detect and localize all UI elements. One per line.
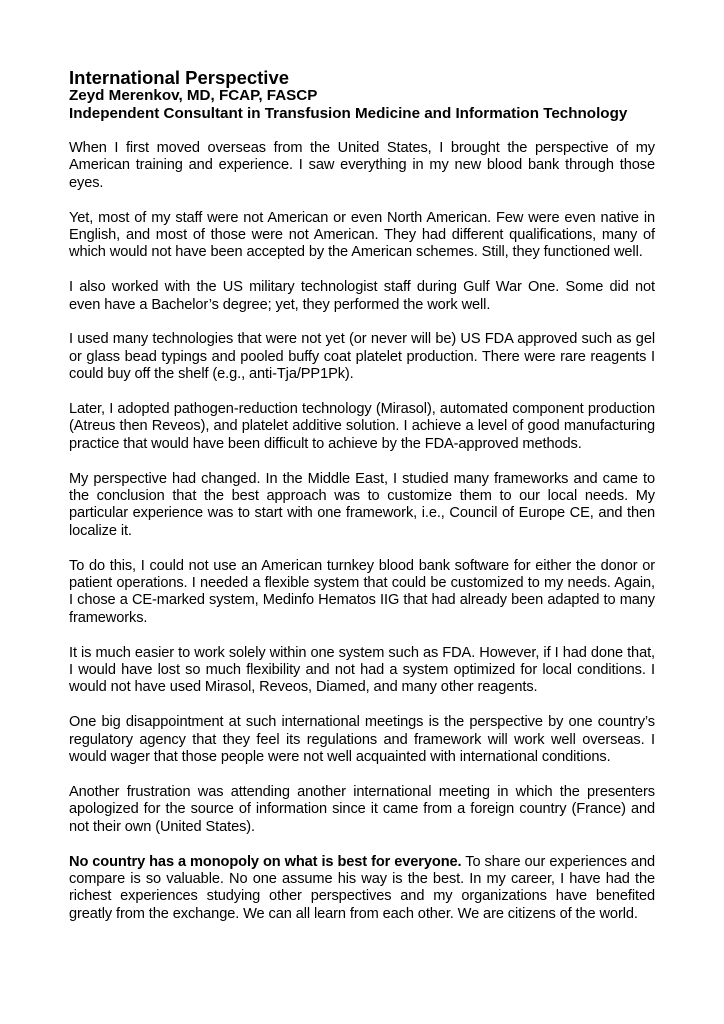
paragraph [69,645,655,697]
paragraph-text: Another frustration was attending another international meeting in which the presenters apologized for the source of information since it came from a foreign country (France) and not their own (United States). [69,783,655,835]
author-line: Zeyd Merenkov, MD, FCAP, FASCP [69,87,318,104]
paragraph [69,210,655,262]
paragraph-text: It is much easier to work solely within one system such as FDA. However, if I had done that, I would have lost so much flexibility and not had a system optimized for local conditions. I would not have used Mirasol, Reveos, Diamed, and many other reagents. [69,644,655,696]
paragraph [69,714,655,766]
paragraph [69,784,655,836]
paragraph [69,331,655,383]
paragraph-text: Yet, most of my staff were not American or even North American. Few were even native in English, and most of those were not American. They had different qualifications, many of which would not have been accepted by the American schemes. Still, they functioned well. [69,209,655,261]
paragraph [69,140,655,192]
paragraph-text: When I first moved overseas from the United States, I brought the perspective of my American training and experience. I saw everything in my new blood bank through those eyes. [69,140,655,191]
document-title: International Perspective [69,67,290,88]
affiliation-line: Independent Consultant in Transfusion Medicine and Information Technology [69,105,628,122]
paragraph-text: To share our experiences and compare is so valuable. No one assume his way is the best. In my career, I have had the richest experiences studying other perspectives and my organizations have benefited greatly from the exchange. We can all learn from each other. We are citizens of the world. [69,853,655,922]
document-page [69,68,655,941]
paragraph-lead: No country has a monopoly on what is best for everyone. [69,853,462,870]
paragraph-text: To do this, I could not use an American turnkey blood bank software for either the donor or patient operations. I needed a flexible system that could be customized to my needs. Again, I chose a CE-marked system, Medinfo Hematos IIG that had already been adapted to many frameworks. [69,557,655,626]
paragraph [69,401,655,453]
paragraph [69,471,655,541]
paragraph-text: My perspective had changed. In the Middle East, I studied many frameworks and came to the conclusion that the best approach was to customize them to our local needs. My particular experience was to start with one framework, i.e., Council of Europe CE, and then localize it. [69,470,655,539]
paragraph-text: I also worked with the US military technologist staff during Gulf War One. Some did not even have a Bachelor’s degree; yet, they performed the work well. [69,279,655,313]
paragraph-text: I used many technologies that were not yet (or never will be) US FDA approved such as gel or glass bead typings and pooled buffy coat platelet production. There were rare reagents I could buy off the shelf (e.g., anti-Tja/PP1Pk). [69,331,655,383]
paragraph-text: One big disappointment at such international meetings is the perspective by one country’s regulatory agency that they feel its regulations and framework will work well overseas. I would wager that those people were not well acquainted with international conditions. [69,714,655,766]
document-header [69,68,655,123]
document-body [69,140,655,923]
paragraph-text: Later, I adopted pathogen-reduction technology (Mirasol), automated component production (Atreus then Reveos), and platelet additive solution. I achieve a level of good manufacturing practice that would have been difficult to achieve by the FDA-approved methods. [69,401,655,452]
paragraph [69,279,655,314]
paragraph-conclusion [69,854,655,924]
paragraph [69,558,655,628]
